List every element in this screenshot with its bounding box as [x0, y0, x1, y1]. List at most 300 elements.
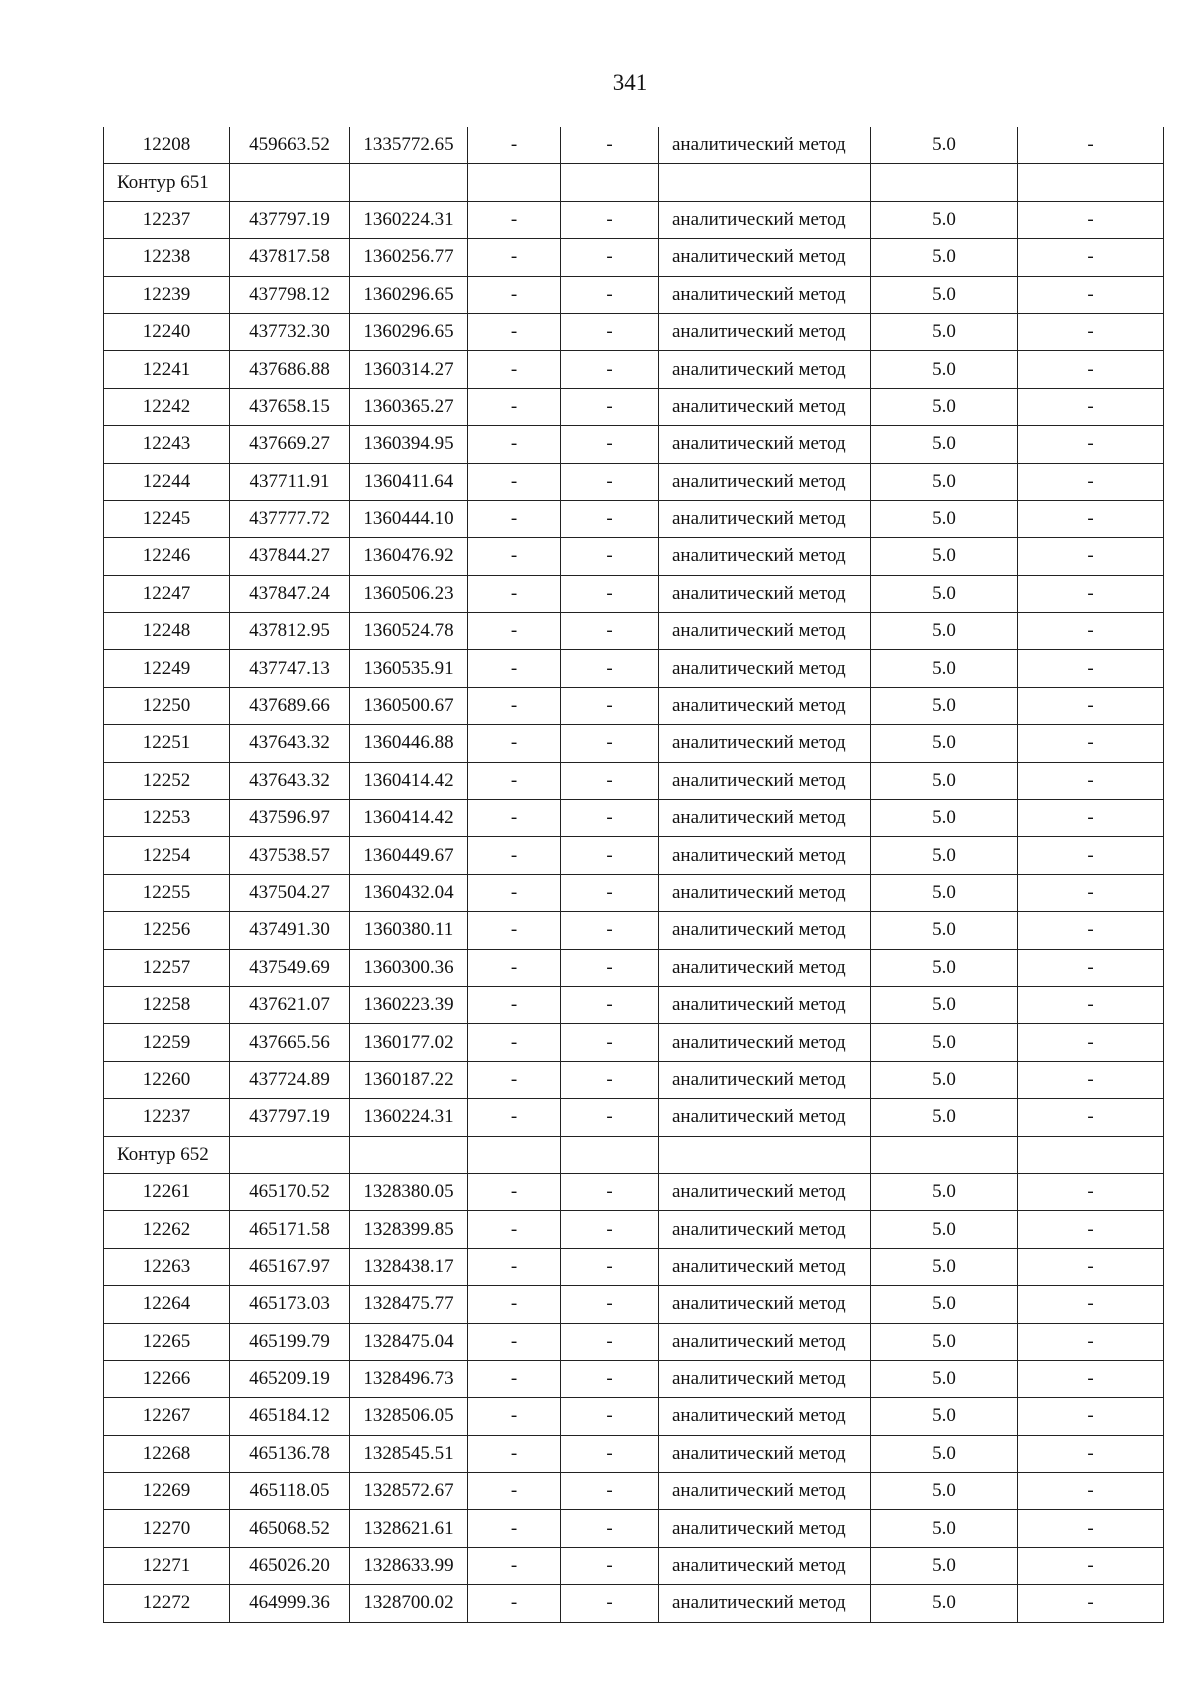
accuracy-cell: 5.0	[871, 1323, 1018, 1360]
table-row	[104, 127, 1164, 164]
contour-header-row	[104, 164, 1164, 201]
empty-col8-cell: -	[1018, 1510, 1164, 1547]
empty-col8-cell: -	[1018, 1286, 1164, 1323]
method-cell: аналитический метод	[659, 1435, 871, 1472]
accuracy-cell: 5.0	[871, 1473, 1018, 1510]
empty-col5-cell: -	[561, 276, 659, 313]
contour-label: Контур 652	[104, 1136, 230, 1173]
point-number-cell: 12254	[104, 837, 230, 874]
contour-blank-cell	[468, 164, 561, 201]
table-row	[104, 1286, 1164, 1323]
contour-blank-cell	[659, 164, 871, 201]
accuracy-cell: 5.0	[871, 912, 1018, 949]
y-coordinate-cell: 1360506.23	[350, 575, 468, 612]
x-coordinate-cell: 437777.72	[230, 500, 350, 537]
y-coordinate-cell: 1360300.36	[350, 949, 468, 986]
coordinates-table	[103, 127, 1164, 1623]
empty-col4-cell: -	[468, 986, 561, 1023]
empty-col5-cell: -	[561, 388, 659, 425]
empty-col4-cell: -	[468, 1099, 561, 1136]
y-coordinate-cell: 1360411.64	[350, 463, 468, 500]
empty-col4-cell: -	[468, 388, 561, 425]
y-coordinate-cell: 1360432.04	[350, 874, 468, 911]
point-number-cell: 12240	[104, 313, 230, 350]
x-coordinate-cell: 437711.91	[230, 463, 350, 500]
method-cell: аналитический метод	[659, 650, 871, 687]
empty-col5-cell: -	[561, 239, 659, 276]
empty-col5-cell: -	[561, 1435, 659, 1472]
empty-col8-cell: -	[1018, 1061, 1164, 1098]
empty-col4-cell: -	[468, 687, 561, 724]
table-row	[104, 538, 1164, 575]
empty-col5-cell: -	[561, 613, 659, 650]
point-number-cell: 12242	[104, 388, 230, 425]
accuracy-cell: 5.0	[871, 949, 1018, 986]
y-coordinate-cell: 1360380.11	[350, 912, 468, 949]
accuracy-cell: 5.0	[871, 239, 1018, 276]
table-row	[104, 762, 1164, 799]
empty-col5-cell: -	[561, 1585, 659, 1622]
contour-blank-cell	[350, 1136, 468, 1173]
empty-col5-cell: -	[561, 1024, 659, 1061]
method-cell: аналитический метод	[659, 800, 871, 837]
point-number-cell: 12252	[104, 762, 230, 799]
accuracy-cell: 5.0	[871, 837, 1018, 874]
method-cell: аналитический метод	[659, 538, 871, 575]
x-coordinate-cell: 437844.27	[230, 538, 350, 575]
contour-blank-cell	[350, 164, 468, 201]
table-row	[104, 1024, 1164, 1061]
method-cell: аналитический метод	[659, 351, 871, 388]
empty-col8-cell: -	[1018, 1473, 1164, 1510]
empty-col5-cell: -	[561, 1061, 659, 1098]
table-row	[104, 687, 1164, 724]
point-number-cell: 12261	[104, 1173, 230, 1210]
page-number: 341	[612, 70, 648, 95]
x-coordinate-cell: 437491.30	[230, 912, 350, 949]
y-coordinate-cell: 1328633.99	[350, 1547, 468, 1584]
x-coordinate-cell: 459663.52	[230, 127, 350, 164]
empty-col5-cell: -	[561, 949, 659, 986]
x-coordinate-cell: 437798.12	[230, 276, 350, 313]
empty-col4-cell: -	[468, 800, 561, 837]
method-cell: аналитический метод	[659, 1061, 871, 1098]
x-coordinate-cell: 437538.57	[230, 837, 350, 874]
empty-col4-cell: -	[468, 1024, 561, 1061]
empty-col4-cell: -	[468, 575, 561, 612]
method-cell: аналитический метод	[659, 500, 871, 537]
accuracy-cell: 5.0	[871, 1435, 1018, 1472]
empty-col8-cell: -	[1018, 725, 1164, 762]
accuracy-cell: 5.0	[871, 538, 1018, 575]
empty-col8-cell: -	[1018, 276, 1164, 313]
table-row	[104, 313, 1164, 350]
method-cell: аналитический метод	[659, 613, 871, 650]
method-cell: аналитический метод	[659, 1286, 871, 1323]
empty-col5-cell: -	[561, 1323, 659, 1360]
empty-col8-cell: -	[1018, 762, 1164, 799]
empty-col5-cell: -	[561, 1510, 659, 1547]
y-coordinate-cell: 1360365.27	[350, 388, 468, 425]
x-coordinate-cell: 437686.88	[230, 351, 350, 388]
x-coordinate-cell: 465170.52	[230, 1173, 350, 1210]
y-coordinate-cell: 1360444.10	[350, 500, 468, 537]
method-cell: аналитический метод	[659, 276, 871, 313]
point-number-cell: 12268	[104, 1435, 230, 1472]
method-cell: аналитический метод	[659, 1473, 871, 1510]
empty-col4-cell: -	[468, 874, 561, 911]
accuracy-cell: 5.0	[871, 1061, 1018, 1098]
y-coordinate-cell: 1360394.95	[350, 426, 468, 463]
empty-col4-cell: -	[468, 837, 561, 874]
empty-col5-cell: -	[561, 874, 659, 911]
empty-col4-cell: -	[468, 463, 561, 500]
accuracy-cell: 5.0	[871, 650, 1018, 687]
empty-col5-cell: -	[561, 1099, 659, 1136]
y-coordinate-cell: 1328475.04	[350, 1323, 468, 1360]
x-coordinate-cell: 437732.30	[230, 313, 350, 350]
empty-col8-cell: -	[1018, 800, 1164, 837]
empty-col5-cell: -	[561, 1547, 659, 1584]
table-row	[104, 1211, 1164, 1248]
method-cell: аналитический метод	[659, 313, 871, 350]
y-coordinate-cell: 1360535.91	[350, 650, 468, 687]
empty-col4-cell: -	[468, 1248, 561, 1285]
point-number-cell: 12248	[104, 613, 230, 650]
table-row	[104, 837, 1164, 874]
y-coordinate-cell: 1328399.85	[350, 1211, 468, 1248]
method-cell: аналитический метод	[659, 1099, 871, 1136]
empty-col8-cell: -	[1018, 650, 1164, 687]
empty-col8-cell: -	[1018, 351, 1164, 388]
accuracy-cell: 5.0	[871, 388, 1018, 425]
accuracy-cell: 5.0	[871, 1173, 1018, 1210]
table-row	[104, 986, 1164, 1023]
method-cell: аналитический метод	[659, 1585, 871, 1622]
empty-col4-cell: -	[468, 239, 561, 276]
accuracy-cell: 5.0	[871, 1398, 1018, 1435]
empty-col5-cell: -	[561, 351, 659, 388]
empty-col5-cell: -	[561, 313, 659, 350]
empty-col5-cell: -	[561, 912, 659, 949]
point-number-cell: 12251	[104, 725, 230, 762]
accuracy-cell: 5.0	[871, 1360, 1018, 1397]
empty-col8-cell: -	[1018, 239, 1164, 276]
y-coordinate-cell: 1328475.77	[350, 1286, 468, 1323]
empty-col5-cell: -	[561, 837, 659, 874]
accuracy-cell: 5.0	[871, 426, 1018, 463]
point-number-cell: 12263	[104, 1248, 230, 1285]
point-number-cell: 12249	[104, 650, 230, 687]
point-number-cell: 12237	[104, 1099, 230, 1136]
method-cell: аналитический метод	[659, 463, 871, 500]
point-number-cell: 12259	[104, 1024, 230, 1061]
method-cell: аналитический метод	[659, 388, 871, 425]
y-coordinate-cell: 1360500.67	[350, 687, 468, 724]
empty-col8-cell: -	[1018, 313, 1164, 350]
empty-col8-cell: -	[1018, 1398, 1164, 1435]
y-coordinate-cell: 1360223.39	[350, 986, 468, 1023]
table-row	[104, 500, 1164, 537]
empty-col8-cell: -	[1018, 613, 1164, 650]
empty-col8-cell: -	[1018, 1360, 1164, 1397]
contour-blank-cell	[659, 1136, 871, 1173]
table-row	[104, 1323, 1164, 1360]
table-row	[104, 949, 1164, 986]
point-number-cell: 12264	[104, 1286, 230, 1323]
y-coordinate-cell: 1360224.31	[350, 201, 468, 238]
method-cell: аналитический метод	[659, 837, 871, 874]
method-cell: аналитический метод	[659, 426, 871, 463]
y-coordinate-cell: 1360177.02	[350, 1024, 468, 1061]
empty-col4-cell: -	[468, 613, 561, 650]
x-coordinate-cell: 465026.20	[230, 1547, 350, 1584]
table-row	[104, 1547, 1164, 1584]
point-number-cell: 12266	[104, 1360, 230, 1397]
accuracy-cell: 5.0	[871, 575, 1018, 612]
x-coordinate-cell: 437797.19	[230, 1099, 350, 1136]
empty-col4-cell: -	[468, 538, 561, 575]
empty-col8-cell: -	[1018, 1323, 1164, 1360]
table-row	[104, 1061, 1164, 1098]
y-coordinate-cell: 1360224.31	[350, 1099, 468, 1136]
empty-col8-cell: -	[1018, 1211, 1164, 1248]
empty-col8-cell: -	[1018, 1585, 1164, 1622]
empty-col4-cell: -	[468, 426, 561, 463]
y-coordinate-cell: 1360476.92	[350, 538, 468, 575]
coordinates-table-body	[104, 127, 1164, 1622]
point-number-cell: 12265	[104, 1323, 230, 1360]
empty-col5-cell: -	[561, 1398, 659, 1435]
empty-col4-cell: -	[468, 1323, 561, 1360]
empty-col4-cell: -	[468, 1061, 561, 1098]
point-number-cell: 12237	[104, 201, 230, 238]
empty-col8-cell: -	[1018, 874, 1164, 911]
x-coordinate-cell: 465167.97	[230, 1248, 350, 1285]
x-coordinate-cell: 437549.69	[230, 949, 350, 986]
empty-col4-cell: -	[468, 1360, 561, 1397]
empty-col4-cell: -	[468, 127, 561, 164]
empty-col5-cell: -	[561, 1473, 659, 1510]
y-coordinate-cell: 1328438.17	[350, 1248, 468, 1285]
contour-blank-cell	[561, 164, 659, 201]
contour-blank-cell	[871, 1136, 1018, 1173]
x-coordinate-cell: 464999.36	[230, 1585, 350, 1622]
table-row	[104, 1510, 1164, 1547]
method-cell: аналитический метод	[659, 201, 871, 238]
empty-col5-cell: -	[561, 1360, 659, 1397]
y-coordinate-cell: 1360256.77	[350, 239, 468, 276]
empty-col5-cell: -	[561, 725, 659, 762]
y-coordinate-cell: 1328380.05	[350, 1173, 468, 1210]
point-number-cell: 12267	[104, 1398, 230, 1435]
empty-col8-cell: -	[1018, 687, 1164, 724]
accuracy-cell: 5.0	[871, 127, 1018, 164]
accuracy-cell: 5.0	[871, 800, 1018, 837]
empty-col4-cell: -	[468, 1547, 561, 1584]
y-coordinate-cell: 1360414.42	[350, 762, 468, 799]
accuracy-cell: 5.0	[871, 687, 1018, 724]
table-row	[104, 800, 1164, 837]
contour-blank-cell	[1018, 164, 1164, 201]
empty-col5-cell: -	[561, 762, 659, 799]
y-coordinate-cell: 1328572.67	[350, 1473, 468, 1510]
empty-col5-cell: -	[561, 426, 659, 463]
accuracy-cell: 5.0	[871, 1286, 1018, 1323]
method-cell: аналитический метод	[659, 127, 871, 164]
point-number-cell: 12262	[104, 1211, 230, 1248]
method-cell: аналитический метод	[659, 1510, 871, 1547]
table-row	[104, 426, 1164, 463]
y-coordinate-cell: 1335772.65	[350, 127, 468, 164]
accuracy-cell: 5.0	[871, 351, 1018, 388]
accuracy-cell: 5.0	[871, 1099, 1018, 1136]
y-coordinate-cell: 1360414.42	[350, 800, 468, 837]
empty-col4-cell: -	[468, 1510, 561, 1547]
point-number-cell: 12269	[104, 1473, 230, 1510]
table-row	[104, 201, 1164, 238]
empty-col8-cell: -	[1018, 949, 1164, 986]
table-row	[104, 1398, 1164, 1435]
contour-blank-cell	[230, 164, 350, 201]
x-coordinate-cell: 437812.95	[230, 613, 350, 650]
table-row	[104, 388, 1164, 425]
method-cell: аналитический метод	[659, 762, 871, 799]
table-row	[104, 575, 1164, 612]
x-coordinate-cell: 465209.19	[230, 1360, 350, 1397]
x-coordinate-cell: 465199.79	[230, 1323, 350, 1360]
point-number-cell: 12208	[104, 127, 230, 164]
empty-col8-cell: -	[1018, 837, 1164, 874]
method-cell: аналитический метод	[659, 1323, 871, 1360]
empty-col8-cell: -	[1018, 912, 1164, 949]
point-number-cell: 12257	[104, 949, 230, 986]
accuracy-cell: 5.0	[871, 313, 1018, 350]
contour-blank-cell	[871, 164, 1018, 201]
accuracy-cell: 5.0	[871, 276, 1018, 313]
point-number-cell: 12260	[104, 1061, 230, 1098]
empty-col5-cell: -	[561, 538, 659, 575]
y-coordinate-cell: 1360449.67	[350, 837, 468, 874]
empty-col8-cell: -	[1018, 1435, 1164, 1472]
point-number-cell: 12258	[104, 986, 230, 1023]
method-cell: аналитический метод	[659, 239, 871, 276]
x-coordinate-cell: 437669.27	[230, 426, 350, 463]
empty-col4-cell: -	[468, 313, 561, 350]
point-number-cell: 12250	[104, 687, 230, 724]
empty-col8-cell: -	[1018, 1024, 1164, 1061]
point-number-cell: 12243	[104, 426, 230, 463]
empty-col4-cell: -	[468, 1435, 561, 1472]
empty-col4-cell: -	[468, 1473, 561, 1510]
accuracy-cell: 5.0	[871, 1248, 1018, 1285]
method-cell: аналитический метод	[659, 575, 871, 612]
method-cell: аналитический метод	[659, 874, 871, 911]
empty-col4-cell: -	[468, 1211, 561, 1248]
x-coordinate-cell: 437665.56	[230, 1024, 350, 1061]
table-row	[104, 1585, 1164, 1622]
y-coordinate-cell: 1328545.51	[350, 1435, 468, 1472]
point-number-cell: 12247	[104, 575, 230, 612]
x-coordinate-cell: 437817.58	[230, 239, 350, 276]
accuracy-cell: 5.0	[871, 1510, 1018, 1547]
empty-col4-cell: -	[468, 725, 561, 762]
empty-col5-cell: -	[561, 1248, 659, 1285]
accuracy-cell: 5.0	[871, 201, 1018, 238]
empty-col4-cell: -	[468, 1585, 561, 1622]
table-row	[104, 1248, 1164, 1285]
empty-col4-cell: -	[468, 1173, 561, 1210]
accuracy-cell: 5.0	[871, 1211, 1018, 1248]
point-number-cell: 12238	[104, 239, 230, 276]
method-cell: аналитический метод	[659, 1024, 871, 1061]
method-cell: аналитический метод	[659, 1173, 871, 1210]
table-row	[104, 1173, 1164, 1210]
empty-col5-cell: -	[561, 986, 659, 1023]
method-cell: аналитический метод	[659, 912, 871, 949]
empty-col4-cell: -	[468, 762, 561, 799]
x-coordinate-cell: 465171.58	[230, 1211, 350, 1248]
empty-col5-cell: -	[561, 1211, 659, 1248]
empty-col4-cell: -	[468, 201, 561, 238]
table-row	[104, 1360, 1164, 1397]
accuracy-cell: 5.0	[871, 613, 1018, 650]
y-coordinate-cell: 1360446.88	[350, 725, 468, 762]
empty-col8-cell: -	[1018, 575, 1164, 612]
accuracy-cell: 5.0	[871, 874, 1018, 911]
empty-col4-cell: -	[468, 351, 561, 388]
x-coordinate-cell: 465068.52	[230, 1510, 350, 1547]
empty-col8-cell: -	[1018, 500, 1164, 537]
table-row	[104, 874, 1164, 911]
y-coordinate-cell: 1328496.73	[350, 1360, 468, 1397]
x-coordinate-cell: 465136.78	[230, 1435, 350, 1472]
x-coordinate-cell: 437747.13	[230, 650, 350, 687]
contour-label: Контур 651	[104, 164, 230, 201]
point-number-cell: 12255	[104, 874, 230, 911]
table-row	[104, 351, 1164, 388]
y-coordinate-cell: 1360187.22	[350, 1061, 468, 1098]
empty-col5-cell: -	[561, 687, 659, 724]
x-coordinate-cell: 437504.27	[230, 874, 350, 911]
accuracy-cell: 5.0	[871, 1024, 1018, 1061]
table-row	[104, 650, 1164, 687]
table-row	[104, 613, 1164, 650]
empty-col4-cell: -	[468, 1398, 561, 1435]
empty-col4-cell: -	[468, 912, 561, 949]
x-coordinate-cell: 437643.32	[230, 725, 350, 762]
x-coordinate-cell: 437643.32	[230, 762, 350, 799]
empty-col8-cell: -	[1018, 1547, 1164, 1584]
accuracy-cell: 5.0	[871, 1547, 1018, 1584]
x-coordinate-cell: 437797.19	[230, 201, 350, 238]
method-cell: аналитический метод	[659, 725, 871, 762]
empty-col8-cell: -	[1018, 1248, 1164, 1285]
empty-col4-cell: -	[468, 650, 561, 687]
empty-col5-cell: -	[561, 463, 659, 500]
accuracy-cell: 5.0	[871, 463, 1018, 500]
empty-col5-cell: -	[561, 650, 659, 687]
y-coordinate-cell: 1360524.78	[350, 613, 468, 650]
accuracy-cell: 5.0	[871, 725, 1018, 762]
empty-col8-cell: -	[1018, 426, 1164, 463]
y-coordinate-cell: 1328621.61	[350, 1510, 468, 1547]
table-row	[104, 1099, 1164, 1136]
empty-col8-cell: -	[1018, 1173, 1164, 1210]
empty-col5-cell: -	[561, 800, 659, 837]
accuracy-cell: 5.0	[871, 986, 1018, 1023]
table-row	[104, 725, 1164, 762]
